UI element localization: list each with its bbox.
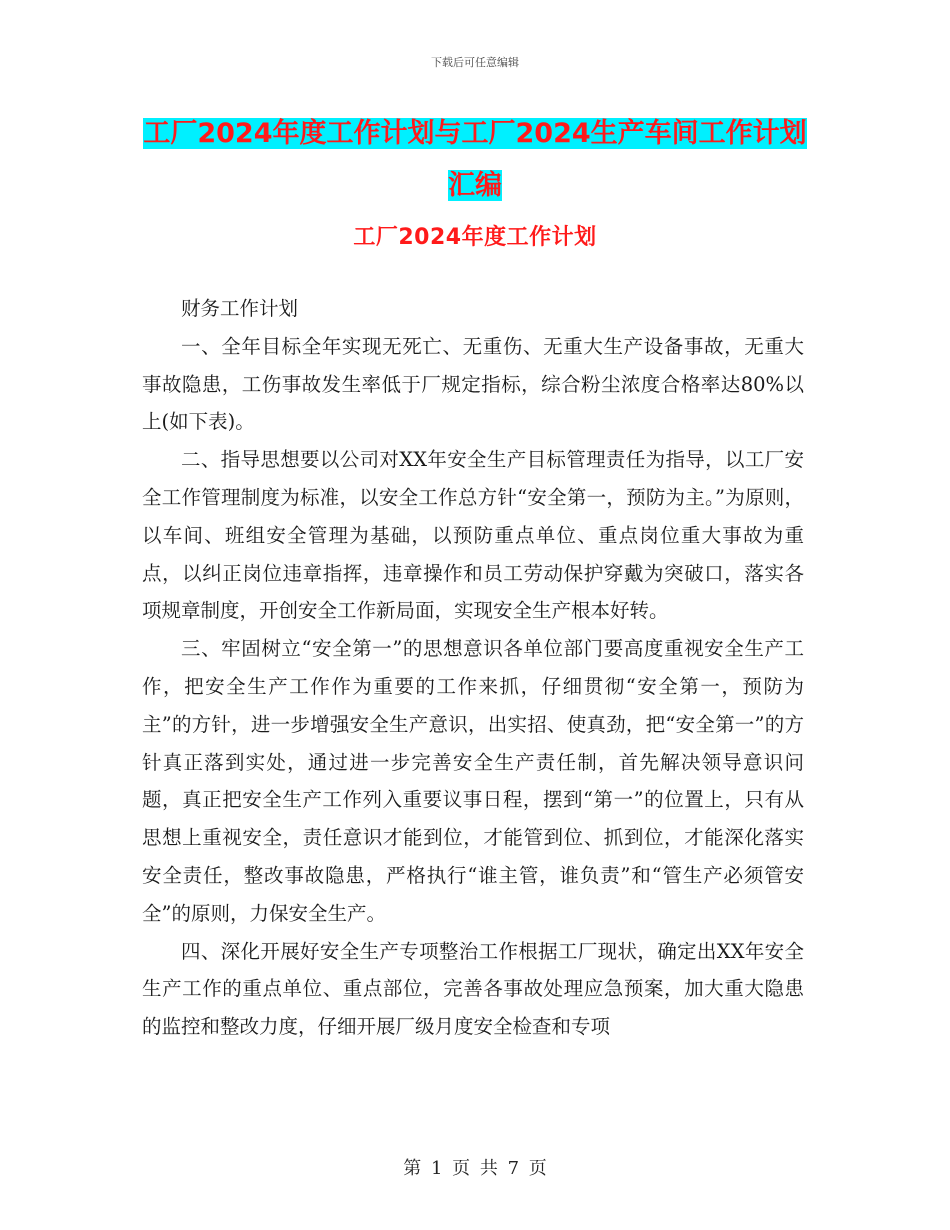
page-footer: 第 1 页 共 7 页 bbox=[403, 1158, 547, 1179]
header-note: 下载后可任意编辑 bbox=[431, 56, 519, 69]
paragraph-heading: 财务工作计划 bbox=[181, 297, 299, 320]
document-title bbox=[140, 108, 810, 212]
paragraph: 三、牢固树立“安全第一”的思想意识各单位部门要高度重视安全生产工作，把安全生产工作作为重要的工作来抓，仔细贯彻“安全第一，预防为主”的方针，进一步增强安全生产意识，出实招、使真劲，把“安全第一”的方针真正落到实处，通过进一步完善安全生产责任制，首先解决领导意识问题，真正把安全生产工作列入重要议事日程，摆到“第一”的位置上，只有从思想上重视安全，责任意识才能到位，才能管到位、抓到位，才能深化落实安全责任，整改事故隐患，严格执行“谁主管，谁负责”和“管生产必须管安全”的原则，力保安全生产。 bbox=[142, 637, 804, 925]
document-title-text: 工厂2024年度工作计划与工厂2024生产车间工作计划汇编 bbox=[143, 118, 807, 201]
body-text bbox=[142, 290, 804, 1046]
paragraph: 二、指导思想要以公司对XX年安全生产目标管理责任为指导，以工厂安全工作管理制度为标准，以安全工作总方针“安全第一，预防为主。”为原则，以车间、班组安全管理为基础，以预防重点单位、重点岗位重大事故为重点，以纠正岗位违章指挥，违章操作和员工劳动保护穿戴为突破口，落实各项规章制度，开创安全工作新局面，实现安全生产根本好转。 bbox=[142, 448, 804, 623]
paragraph: 一、全年目标全年实现无死亡、无重伤、无重大生产设备事故，无重大事故隐患，工伤事故发生率低于厂规定指标，综合粉尘浓度合格率达80%以上(如下表)。 bbox=[142, 334, 804, 434]
paragraph: 四、深化开展好安全生产专项整治工作根据工厂现状，确定出XX年安全生产工作的重点单位、重点部位，完善各事故处理应急预案，加大重大隐患的监控和整改力度，仔细开展厂级月度安全检查和专项 bbox=[142, 939, 804, 1039]
section-title: 工厂2024年度工作计划 bbox=[353, 225, 597, 250]
